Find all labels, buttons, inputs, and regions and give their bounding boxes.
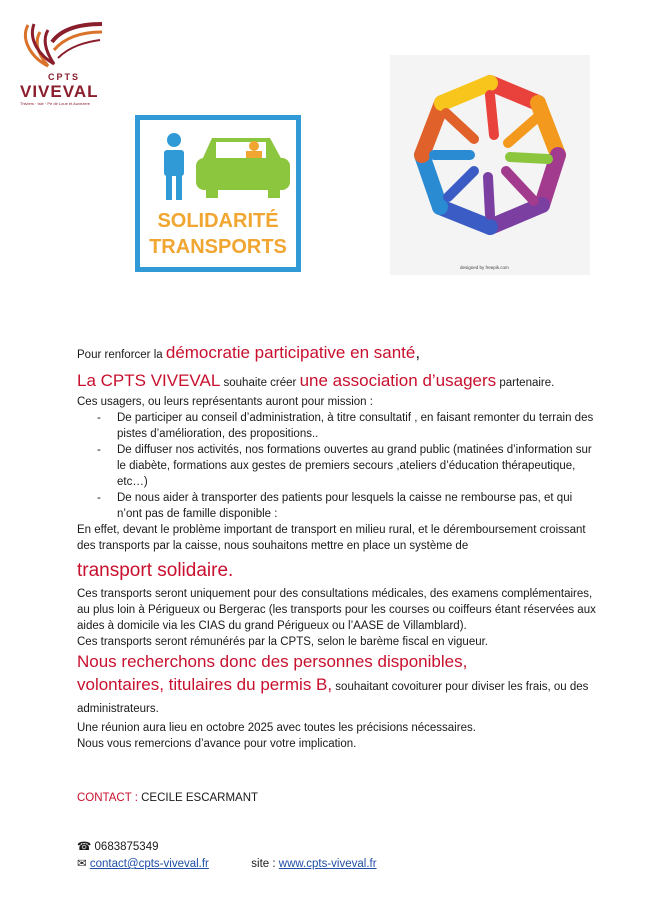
solidarite-transports-image [135,115,301,272]
contact-line [77,790,258,806]
search-highlight-2: volontaires, titulaires du permis B, [77,675,333,694]
hands-circle-image [390,55,590,275]
search-rest: souhaitant covoiturer pour diviser les frais, ou des administrateurs. [77,681,589,715]
site-label: site : [251,858,279,870]
solidarite-text: SOLIDARITÉ [157,210,279,232]
thanks-text: Nous vous remercions d’avance pour votre implication. [77,738,357,750]
car-with-driver-icon [140,120,296,210]
logo-top-text: CPTS [48,72,81,82]
transports-text: TRANSPORTS [149,236,287,258]
search-highlight-1: Nous recherchons donc des personnes disponibles, [77,652,468,671]
headline-line [77,369,597,394]
mission-item: - De diffuser nos activités, nos formations ouvertes au grand public (matinées d’information sur le diabète, formations aux gestes de premiers secours ,ateliers d’éducation thérapeutique, etc…) [77,442,597,490]
headline-mid: souhaite créer [220,377,300,389]
hands-circle-icon [390,55,590,255]
swoosh-logo-icon [18,20,110,70]
contact-name: CECILE ESCARMANT [141,792,259,804]
mission-item: - De participer au conseil d’administration, à titre consultatif , en faisant remonter du terrain des pistes d’amélioration, des propositions.. [77,410,597,442]
phone-line [77,839,159,855]
email-line [77,856,377,872]
headline-post: partenaire. [496,377,555,389]
mission-intro: Ces usagers, ou leurs représentants auront pour mission : [77,396,373,408]
meeting-text: Une réunion aura lieu en octobre 2025 avec toutes les précisions nécessaires. [77,722,476,734]
solidarity-title: transport solidaire. [77,560,234,581]
contact-label: CONTACT [77,792,132,804]
intro-post: , [415,343,421,362]
freepik-credit: designed by freepik.com [460,265,509,270]
logo-name-text: VIVEVAL [20,82,99,101]
telephone-icon: ☎ [77,841,92,853]
contact-sep: : [131,792,142,804]
intro-pre: Pour renforcer la [77,349,166,361]
logo-tagline-text: Thiviers · Isle · Pe dir Loue et Auvezère [20,101,91,106]
intro-line [77,342,597,365]
envelope-icon: ✉ [77,858,87,870]
headline-org: La CPTS VIVEVAL [77,371,221,390]
mission-item: - De nous aider à transporter des patients pour lesquels la caisse ne rembourse pas, et qui n’ont pas de famille disponible : [77,490,597,522]
phone-number: 0683875349 [94,841,159,853]
remuneration-text: Ces transports seront rémunérés par la CPTS, selon le barème fiscal en vigueur. [77,636,488,648]
document-body [77,342,597,752]
cpts-viveval-logo [18,20,110,106]
site-link[interactable]: www.cpts-viveval.fr [278,858,377,870]
headline-highlight: une association d’usagers [299,371,497,390]
mission-list [77,410,597,522]
email-link[interactable]: contact@cpts-viveval.fr [89,858,209,870]
transport-paragraph: Ces transports seront uniquement pour des consultations médicales, des examens complémentaires, au plus loin à Périgueux ou Bergerac (les transports pour les courses ou coiffeurs étant réservées aux aides à domicile via les CIAS du grand Périgueux ou l’AASE de Villamblard). [77,588,596,632]
effect-paragraph: En effet, devant le problème important de transport en milieu rural, et le déremboursement croissant des transports par la caisse, nous souhaitons mettre en place un système de [77,524,586,552]
search-paragraph [77,650,597,720]
intro-highlight: démocratie participative en santé [165,343,416,362]
